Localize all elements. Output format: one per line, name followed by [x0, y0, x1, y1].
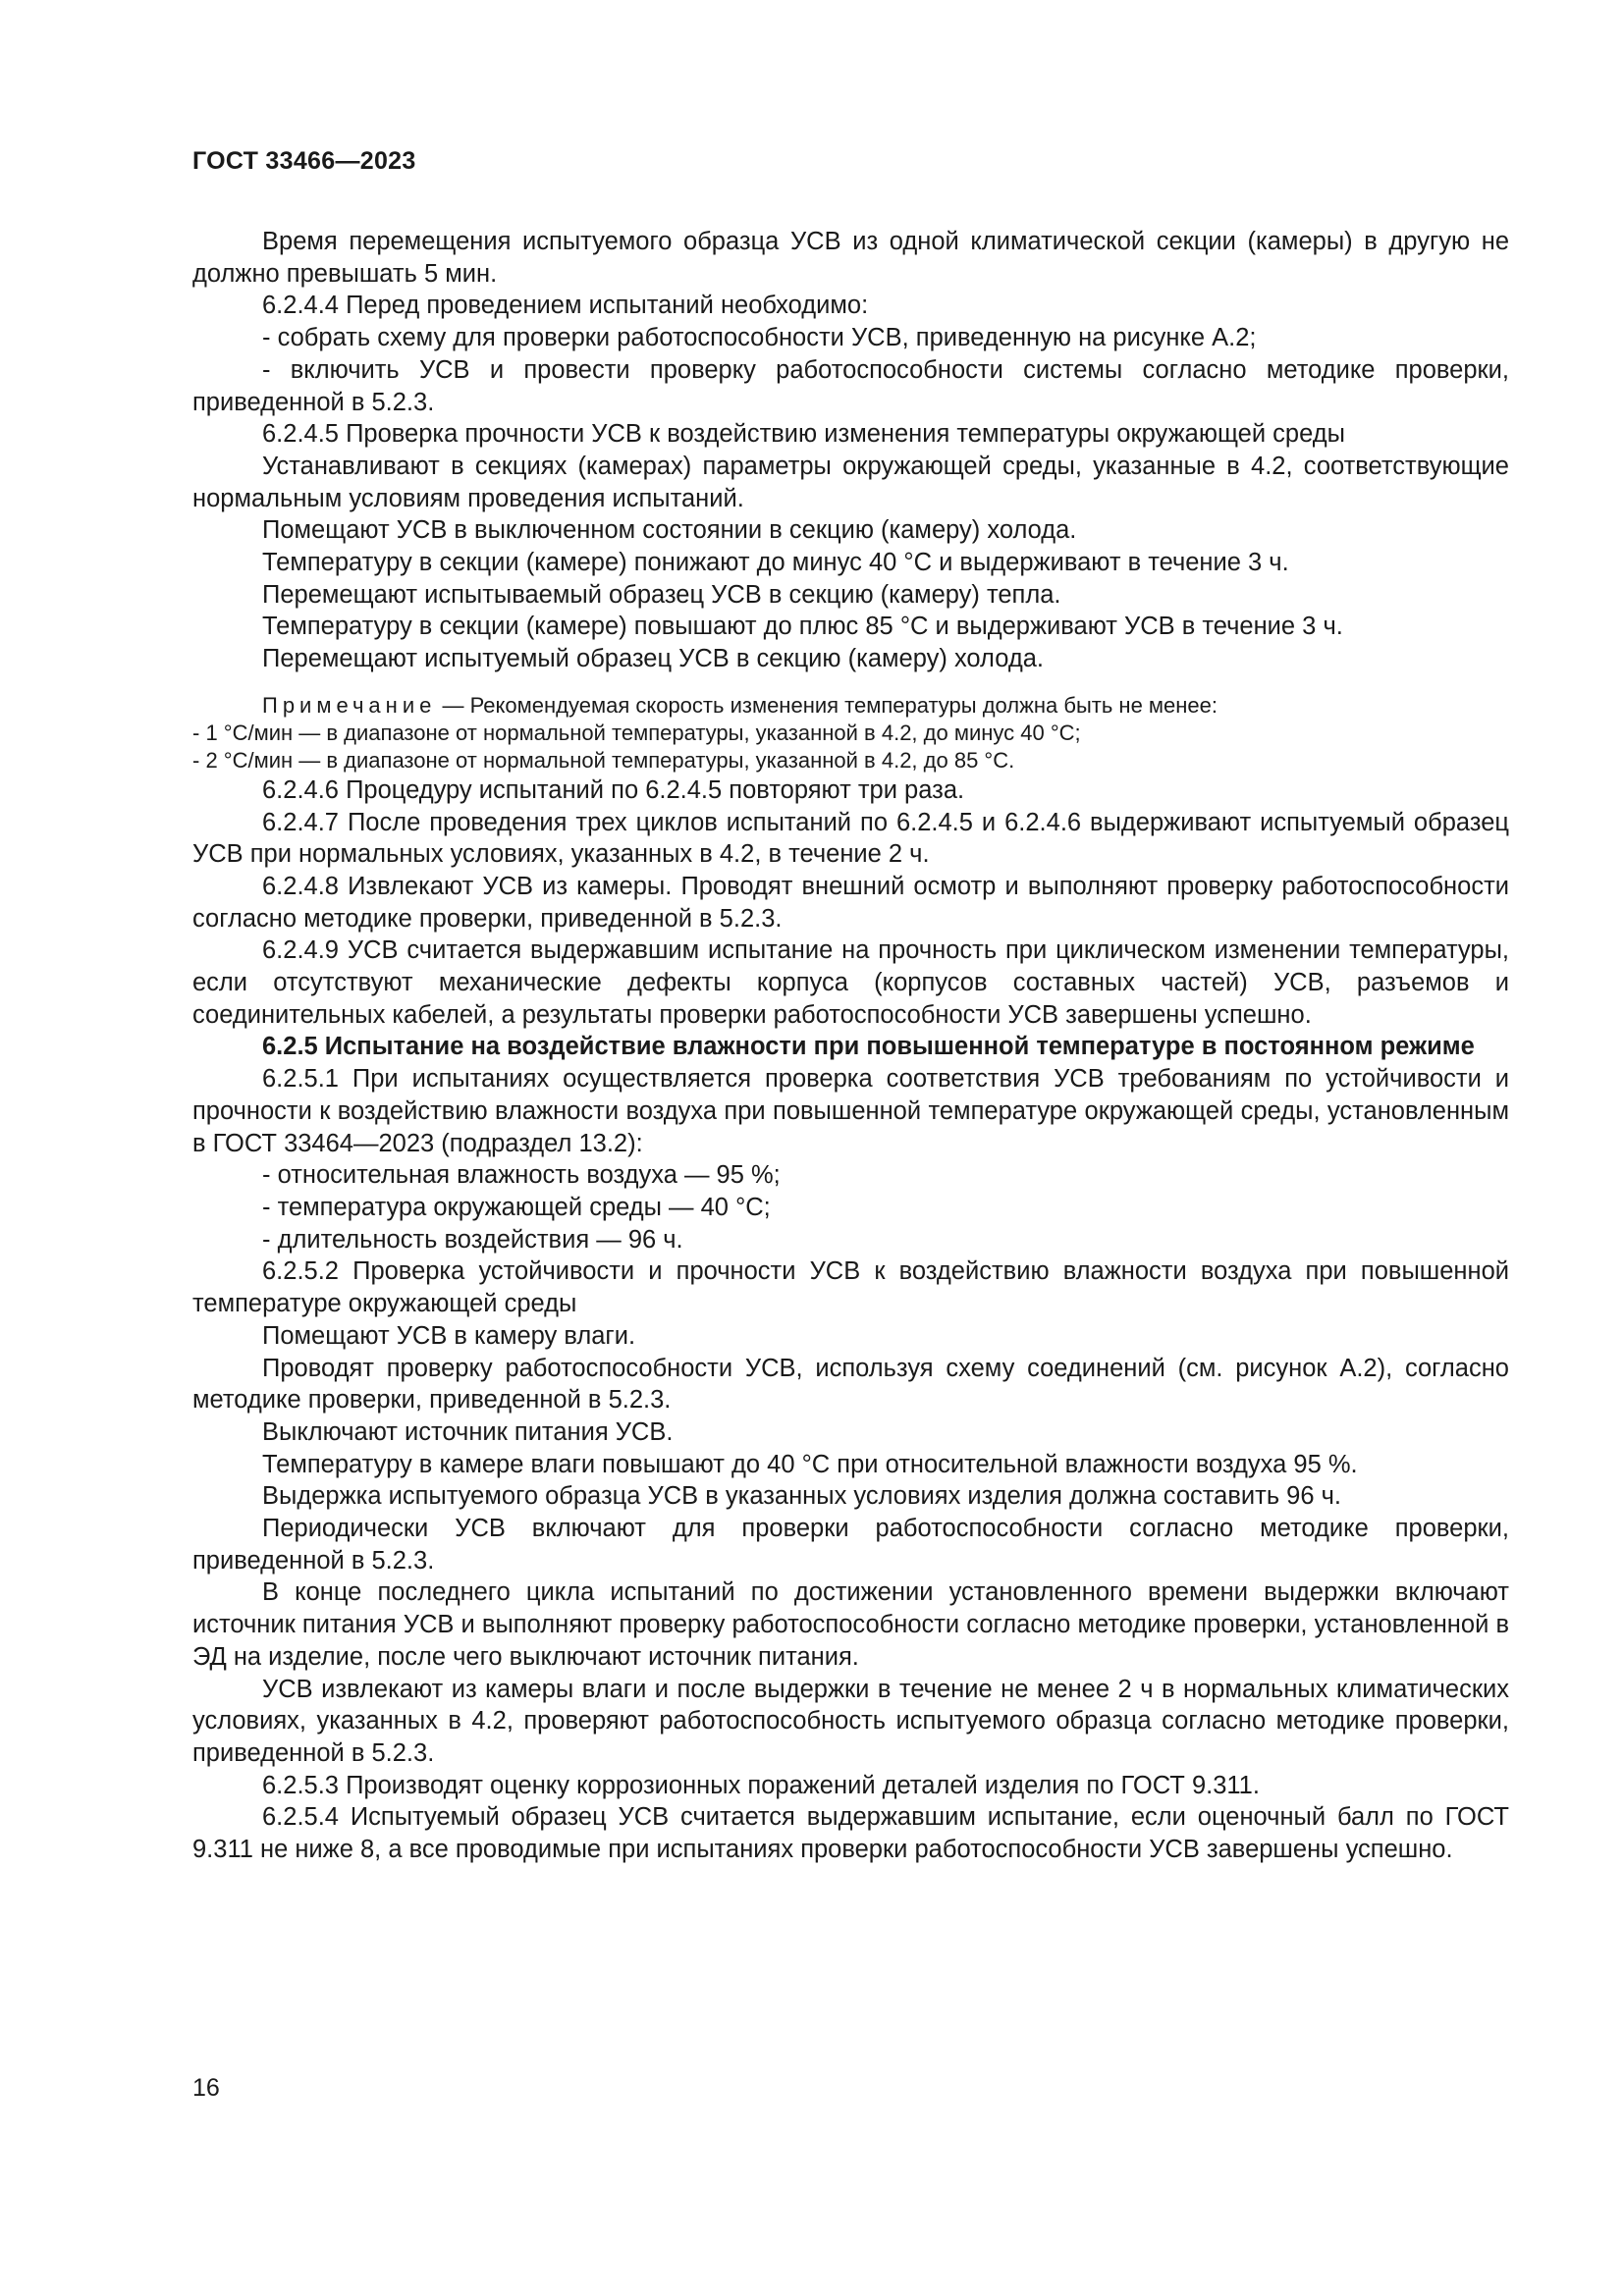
paragraph: Помещают УСВ в выключенном состоянии в секцию (камеру) холода.: [262, 516, 1077, 545]
note-item: - 1 °С/мин — в диапазоне от нормальной температуры, указанной в 4.2, до минус 40 °С;: [192, 720, 1081, 745]
paragraph: Перемещают испытуемый образец УСВ в секцию (камеру) холода.: [262, 645, 1044, 673]
list-item: - собрать схему для проверки работоспособности УСВ, приведенную на рисунке А.2;: [262, 324, 1257, 352]
paragraph: Периодически УСВ включают для проверки работоспособности согласно методике проверки, приведенной в 5.2.3.: [192, 1515, 1509, 1575]
list-item: - относительная влажность воздуха — 95 %;: [262, 1161, 781, 1190]
document-body: [192, 226, 1509, 1866]
note-item: - 2 °С/мин — в диапазоне от нормальной температуры, указанной в 4.2, до 85 °С.: [192, 747, 1015, 773]
paragraph: Проводят проверку работоспособности УСВ, используя схему соединений (см. рисунок А.2), согласно методике проверки, приведенной в 5.2.3.: [192, 1354, 1509, 1415]
list-item: - включить УСВ и провести проверку работоспособности системы согласно методике проверки, приведенной в 5.2.3.: [192, 355, 1509, 416]
paragraph: 6.2.4.6 Процедуру испытаний по 6.2.4.5 повторяют три раза.: [262, 775, 965, 804]
paragraph: 6.2.4.8 Извлекают УСВ из камеры. Проводят внешний осмотр и выполняют проверку работоспособности согласно методике проверки, приведенной в 5.2.3.: [192, 872, 1509, 933]
paragraph: Устанавливают в секциях (камерах) параметры окружающей среды, указанные в 4.2, соответствующие нормальным условиям проведения испытаний.: [192, 452, 1509, 512]
paragraph: Температуру в камере влаги повышают до 40 °С при относительной влажности воздуха 95 %.: [262, 1450, 1358, 1478]
note-label: Примечание: [262, 692, 437, 718]
note-text: — Рекомендуемая скорость изменения температуры должна быть не менее:: [436, 692, 1218, 718]
page-number: 16: [192, 2074, 220, 2102]
paragraph: Перемещают испытываемый образец УСВ в секцию (камеру) тепла.: [262, 580, 1061, 609]
document-header: ГОСТ 33466—2023: [192, 147, 416, 175]
paragraph: 6.2.5.3 Производят оценку коррозионных поражений деталей изделия по ГОСТ 9.311.: [262, 1771, 1260, 1799]
paragraph: 6.2.4.5 Проверка прочности УСВ к воздействию изменения температуры окружающей среды: [262, 420, 1345, 449]
paragraph: 6.2.5.2 Проверка устойчивости и прочности УСВ к воздействию влажности воздуха при повышенной температуре окружающей среды: [192, 1257, 1509, 1318]
paragraph: УСВ извлекают из камеры влаги и после выдержки в течение не менее 2 ч в нормальных климатических условиях, указанных в 4.2, проверяют работоспособность испытуемого образца согласно методике проверки, приведенной в 5.2.3.: [192, 1675, 1509, 1767]
list-item: - длительность воздействия — 96 ч.: [262, 1225, 683, 1254]
paragraph: Температуру в секции (камере) повышают до плюс 85 °С и выдерживают УСВ в течение 3 ч.: [262, 613, 1343, 641]
paragraph: 6.2.4.4 Перед проведением испытаний необходимо:: [262, 292, 869, 320]
note-line: [192, 692, 1509, 720]
paragraph: 6.2.4.7 После проведения трех циклов испытаний по 6.2.4.5 и 6.2.4.6 выдерживают испытуемый образец УСВ при нормальных условиях, указанных в 4.2, в течение 2 ч.: [192, 808, 1509, 869]
paragraph: Выключают источник питания УСВ.: [262, 1417, 674, 1446]
note-block: [192, 692, 1509, 774]
paragraph: Температуру в секции (камере) понижают до минус 40 °С и выдерживают в течение 3 ч.: [262, 549, 1289, 577]
paragraph: Выдержка испытуемого образца УСВ в указанных условиях изделия должна составить 96 ч.: [262, 1482, 1342, 1511]
paragraph: 6.2.5.4 Испытуемый образец УСВ считается выдержавшим испытание, если оценочный балл по ГОСТ 9.311 не ниже 8, а все проводимые при испытаниях проверки работоспособности УСВ завершены успешно.: [192, 1803, 1509, 1864]
paragraph: 6.2.4.9 УСВ считается выдержавшим испытание на прочность при циклическом изменении температуры, если отсутствуют механические дефекты корпуса (корпусов составных частей) УСВ, разъемов и соединительных кабелей, а результаты проверки работоспособности УСВ завершены успешно.: [192, 936, 1509, 1029]
paragraph: 6.2.5.1 При испытаниях осуществляется проверка соответствия УСВ требованиям по устойчивости и прочности к воздействию влажности воздуха при повышенной температуре окружающей среды, установленным в ГОСТ 33464—2023 (подраздел 13.2):: [192, 1065, 1509, 1157]
paragraph: Время перемещения испытуемого образца УСВ из одной климатической секции (камеры) в другую не должно превышать 5 мин.: [192, 228, 1509, 288]
list-item: - температура окружающей среды — 40 °С;: [262, 1193, 771, 1221]
paragraph: Помещают УСВ в камеру влаги.: [262, 1321, 636, 1350]
paragraph: В конце последнего цикла испытаний по достижении установленного времени выдержки включают источник питания УСВ и выполняют проверку работоспособности согласно методике проверки, установленной в ЭД на изделие, после чего выключают источник питания.: [192, 1578, 1509, 1671]
section-heading: 6.2.5 Испытание на воздействие влажности при повышенной температуре в постоянном режиме: [262, 1033, 1475, 1061]
